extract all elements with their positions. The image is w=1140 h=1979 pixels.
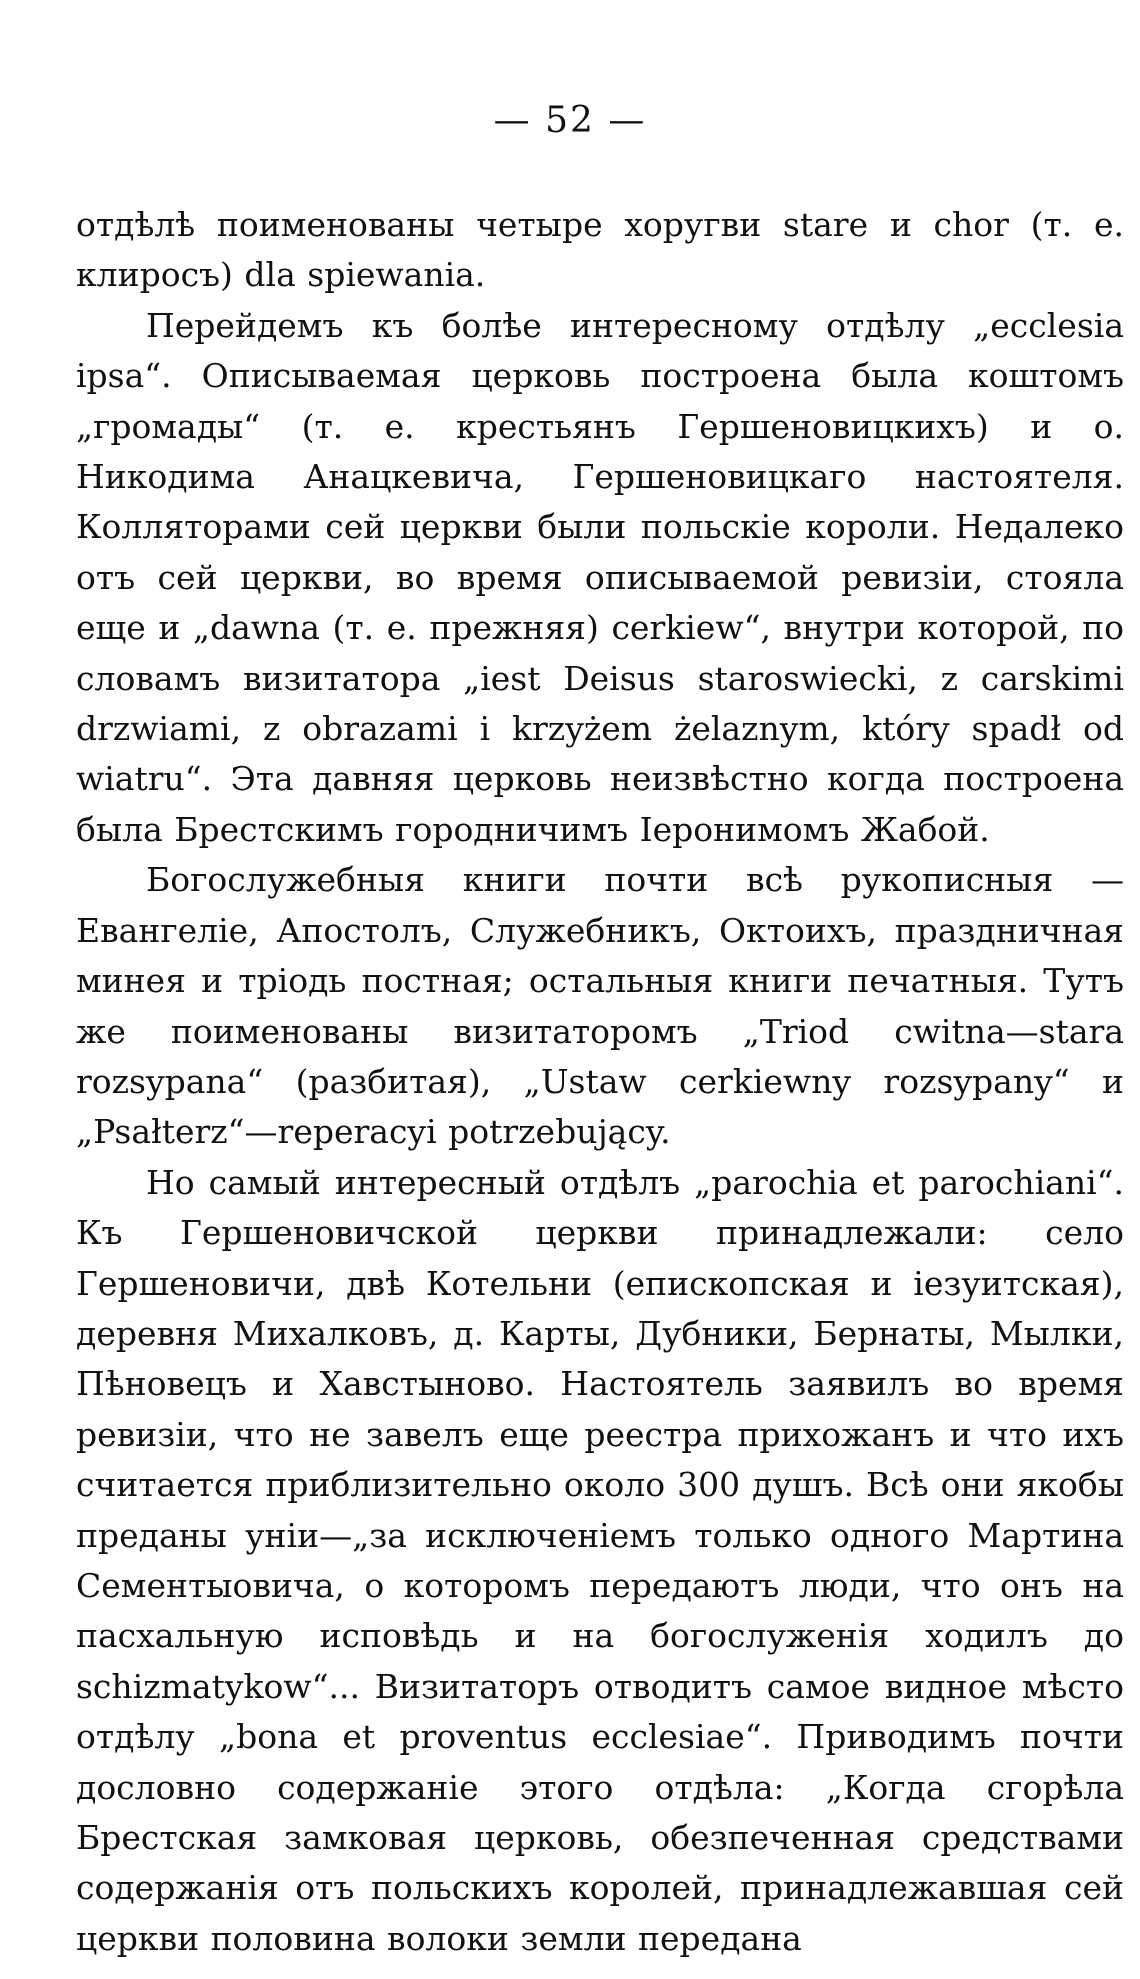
- paragraph-liturgical-books: Богослужебныя книги почти всѣ рукописныя —Евангеліе, Апостолъ, Служебникъ, Октоихъ, праздничная минея и тріодь постная; остальныя книги печатныя. Тутъ же поименованы визитаторомъ „Triod cwitna—stara rozsypana“ (разбитая), „Ustaw cerkiewny rozsypany“ и „Psałterz“—reperacyi potrzebujący.: [76, 860, 1124, 1152]
- text-body: [76, 200, 1124, 1964]
- paragraph-ecclesia-ipsa: Перейдемъ къ болѣе интересному отдѣлу „ecclesia ipsa“. Описываемая церковь построена была коштомъ „громады“ (т. е. крестьянъ Гершеновицкихъ) и о. Никодима Анацкевича, Гершеновицкаго настоятеля. Колляторами сей церкви были польскіе короли. Недалеко отъ сей церкви, во время описываемой ревизіи, стояла еще и „dawna (т. е. прежняя) cerkiew“, внутри которой, по словамъ визитатора „iest Deisus staroswiecki, z carskimi drzwiami, z obrazami i krzyżem żelaznym, który spadł od wiatru“. Эта давняя церковь неизвѣстно когда построена была Брестскимъ городничимъ Іеронимомъ Жабой.: [76, 305, 1124, 849]
- paragraph-continuation: отдѣлѣ поименованы четыре хоругви stare и chor (т. е. клиросъ) dla spiewania.: [76, 205, 1124, 295]
- paragraph-parochia: Но самый интересный отдѣлъ „parochia et parochiani“. Къ Гершеновичской церкви принадлежали: село Гершеновичи, двѣ Котельни (епископская и іезуитская), деревня Михалковъ, д. Карты, Дубники, Бернаты, Мылки, Пѣновецъ и Хавстыново. Настоятель заявилъ во время ревизіи, что не завелъ еще реестра прихожанъ и что ихъ считается приблизительно около 300 душъ. Всѣ они якобы преданы уніи—„за исключеніемъ только одного Мартина Сементыовича, о которомъ передаютъ люди, что онъ на пасхальную исповѣдь и на богослуженія ходилъ до schizmatykow“... Визитаторъ отводитъ самое видное мѣсто отдѣлу „bona et proventus ecclesiae“. Приводимъ почти дословно содержаніе этого отдѣла: „Когда сгорѣла Брестская замковая церковь, обезпеченная средствами содержанія отъ польскихъ королей, принадлежавшая сей церкви половина волоки земли передана: [76, 1162, 1124, 1958]
- page-number: — 52 —: [493, 100, 647, 141]
